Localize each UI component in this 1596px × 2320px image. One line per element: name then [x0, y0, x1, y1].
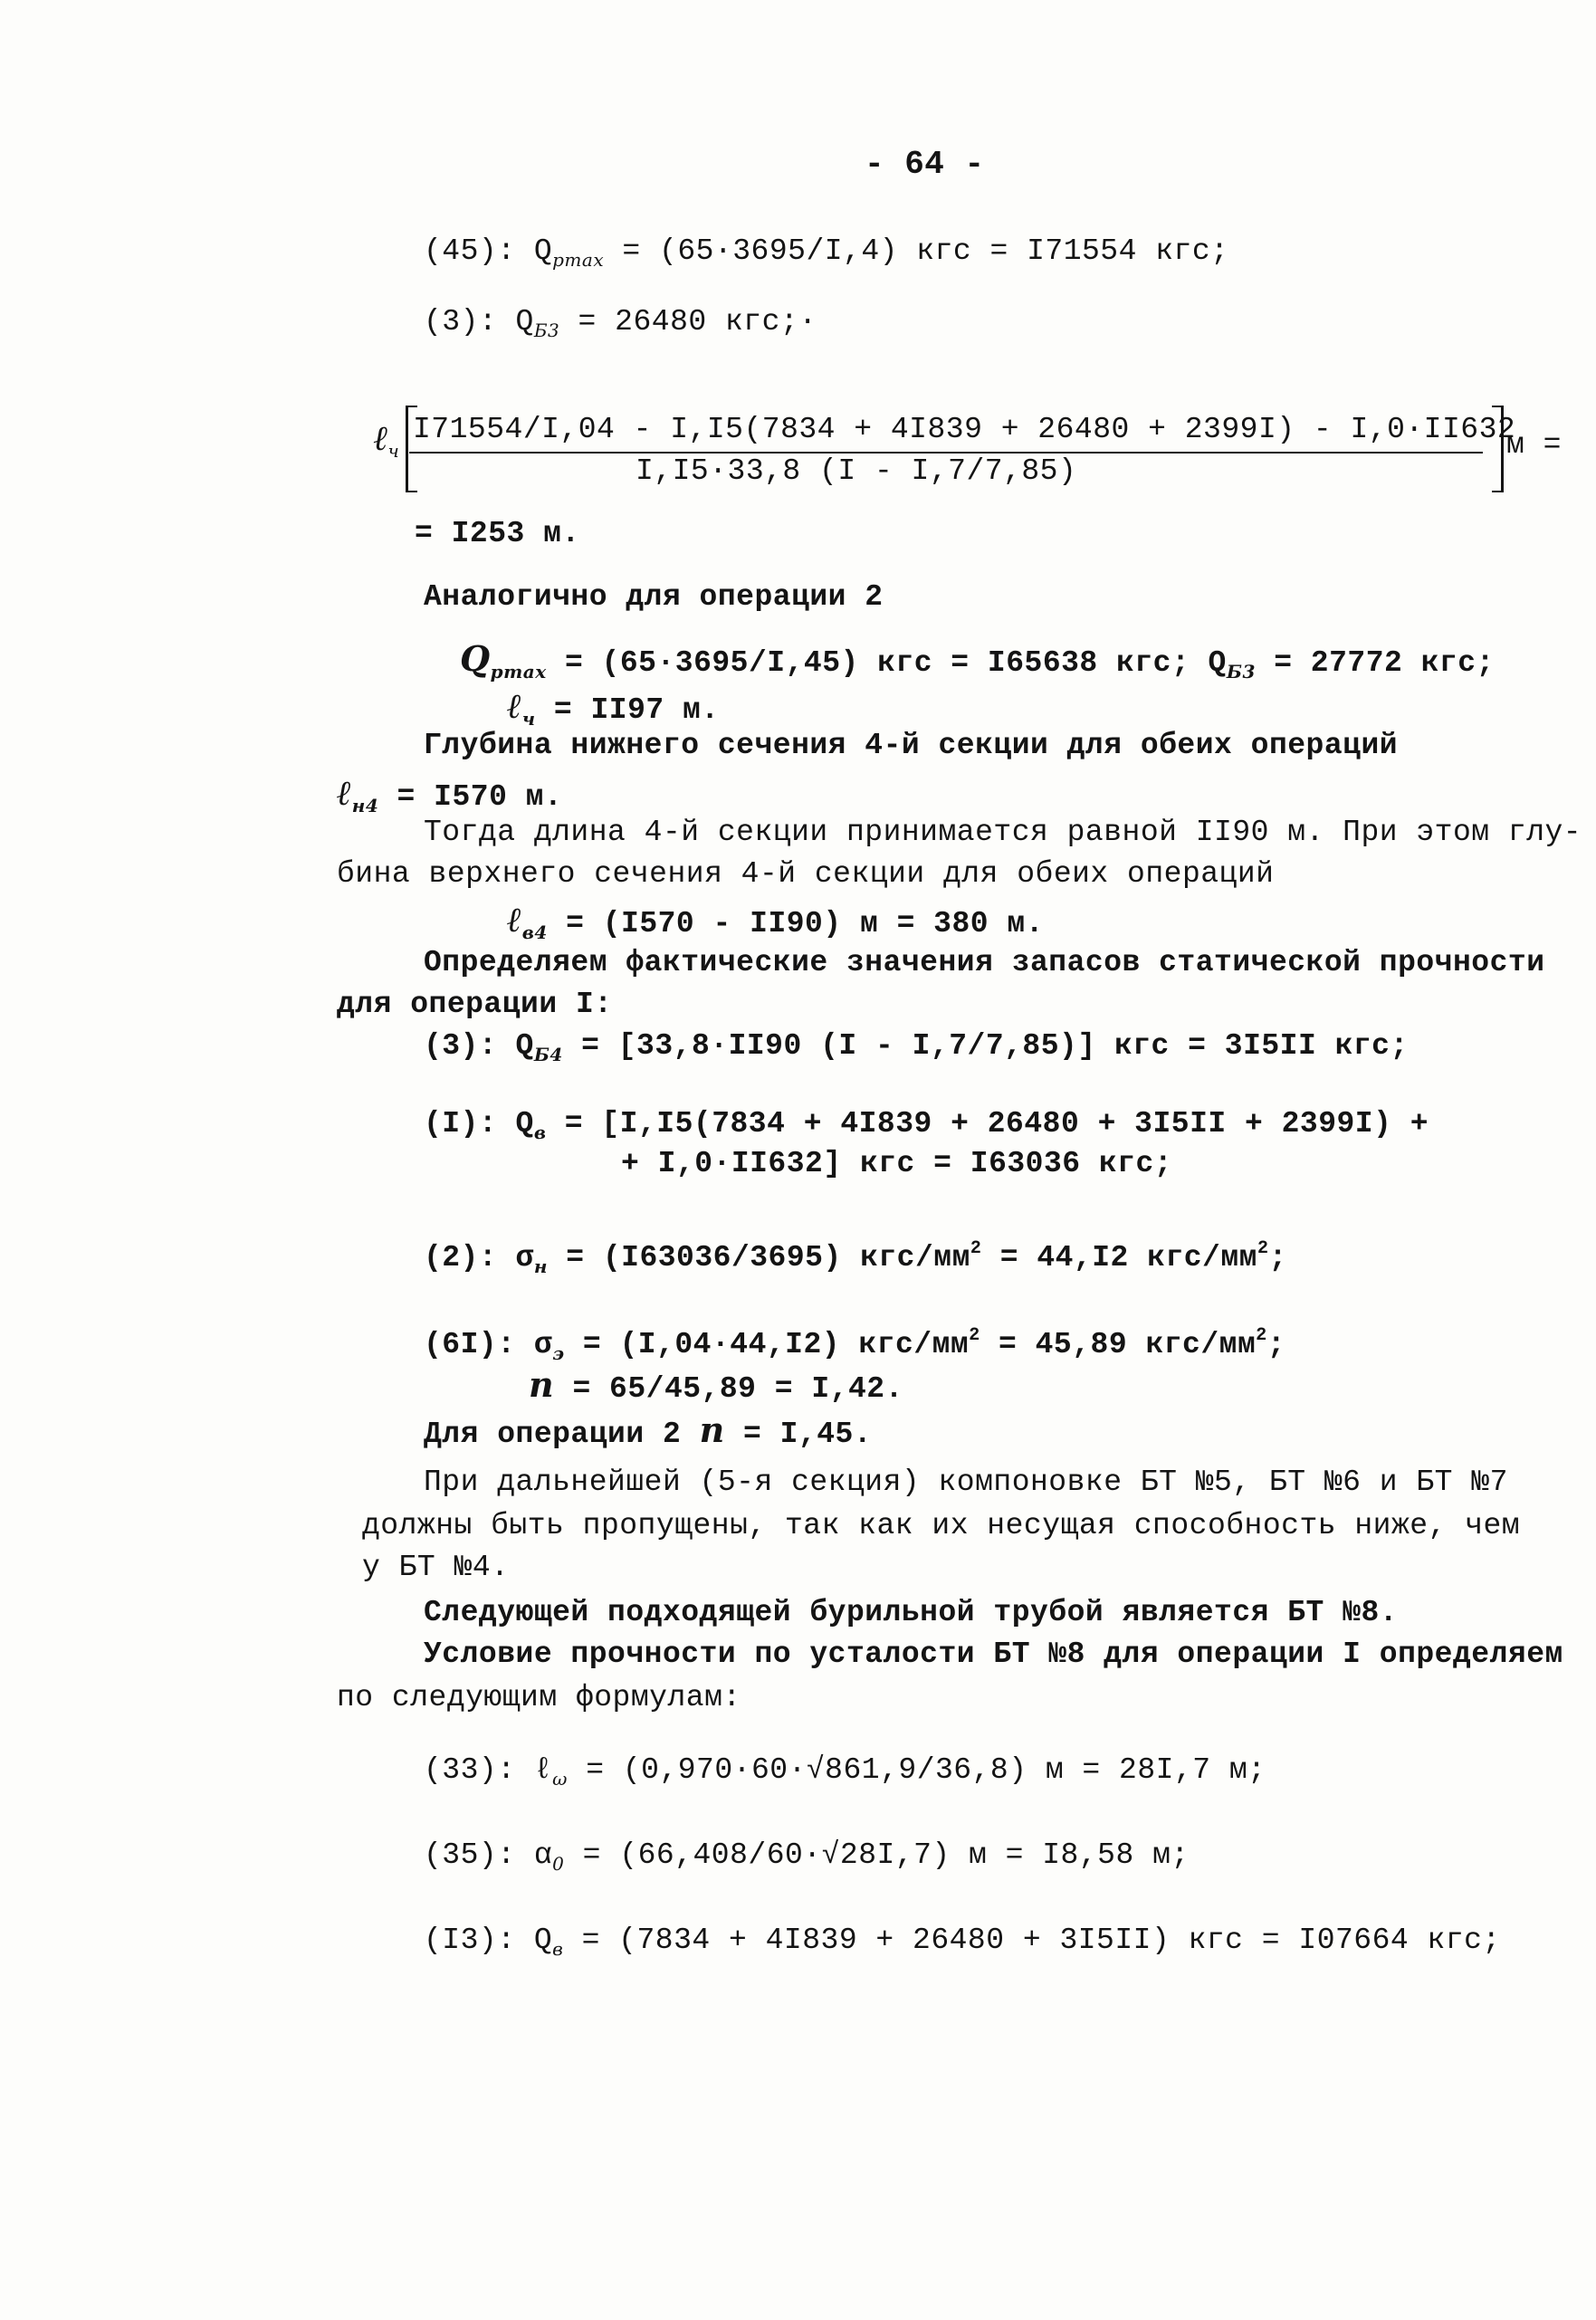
formula-2-sigma: (2): $\sigma_н = (I63036/3695) кгс/мм^2 = 44,I2$ кгс/$мм^2$;	[424, 1238, 1287, 1277]
fraction-unit: м =	[1506, 428, 1562, 462]
text-section-length: Тогда длина 4-й секции принимается равной II90 м. При этом глу-	[424, 816, 1582, 849]
formula-l4-fraction: ℓ$_ч$ I71554/I,04 - I,I5(7834 + 4I839 + 26480 + 2399I) - I,0·II632 I,I5·33,8 (I - I,7/7,85) м =	[373, 413, 1541, 503]
text-further-layout: При дальнейшей (5-я секция) компоновке БТ №5, БТ №6 и БТ №7	[424, 1466, 1508, 1499]
safety-factor-op2: Для операции 2 n = I,45.	[424, 1409, 873, 1451]
text-safety-factors: Определяем фактические значения запасов статической прочности	[424, 946, 1545, 979]
formula-35: (35): $\alpha_0 = (66,408/60\cdot√28I,7) м = I8,58$ м;	[424, 1838, 1190, 1875]
heading-operation-2: Аналогично для операции 2	[424, 580, 884, 614]
formula-3-qb4: (3): $Q_{Б4} = [33,8\cdot II90$ (I - I,7/7,85)] кгс = 3I5II кгс;	[424, 1029, 1409, 1065]
text-next-pipe: Следующей подходящей бурильной трубой является БТ №8.	[424, 1596, 1399, 1629]
text-depth-lower-section: Глубина нижнего сечения 4-й секции для обеих операций	[424, 729, 1399, 762]
formula-1-qv: (I): $Q_в = [I,I5(7834 + 4I839 + 26480 + 3I5II + 2399I)$ +	[424, 1107, 1429, 1143]
page-number: - 64 -	[865, 146, 985, 183]
depth-lower-section-value: ℓ$_{н4}$ = I570 м.	[337, 772, 563, 816]
fraction-line	[409, 452, 1483, 453]
safety-factor-op1: n = 65/45,89 = I,42.	[529, 1364, 903, 1406]
bracket-right	[1492, 406, 1504, 492]
depth-upper-section-value: ℓ$_{в4}$ = (I570 - II90) м = 380 м.	[507, 899, 1044, 943]
formula-1-qv-cont: + I,0·II632] кгс = I63036 кгс;	[621, 1147, 1173, 1180]
text-fatigue-condition: Условие прочности по усталости БТ №8 для операции I определяем	[424, 1637, 1563, 1671]
formula-61-sigma-e: (6I): $\sigma_э = (I,04\cdot 44,I2) кгс/мм^2 = 45,89$ кгс/$мм^2$;	[424, 1325, 1286, 1364]
operation-2-l4: ℓ$_ч$ = II97 м.	[507, 685, 720, 730]
text-section-length-cont: бина верхнего сечения 4-й секции для обеих операций	[337, 857, 1275, 891]
operation-2-q-values: $Q_{pmax} = (65\cdot 3695/I,45)$ кгс = I65638 кгс; $Q_{Б3} = 27772$ кгс;	[460, 638, 1495, 683]
formula-45: (45): $Q_{pmax} = (65\cdot 3695/I,4)$ кгс = I71554 кгс;	[424, 234, 1229, 271]
text-further-layout-cont: должны быть пропущены, так как их несущая способность ниже, чем	[362, 1509, 1521, 1542]
result-l4: = I253 м.	[415, 517, 580, 550]
text-operation-1: для операции I:	[337, 988, 613, 1021]
formula-3: (3): $Q_{Б3} = 26480$ кгс;·	[424, 305, 817, 341]
text-further-layout-end: у БТ №4.	[362, 1551, 510, 1584]
formula-13: (I3): $Q_в = (7834 + 4I839 + 26480 + 3I5II)$ кгс = I07664 кгс;	[424, 1924, 1501, 1960]
formula-33: (33): ℓ$_\omega$ = (0,970·60·√861,9/36,8) м = 28I,7 м;	[424, 1753, 1266, 1790]
fraction-numerator: I71554/I,04 - I,I5(7834 + 4I839 + 26480 + 2399I) - I,0·II632	[413, 413, 1516, 446]
text-formulas-follow: по следующим формулам:	[337, 1681, 741, 1714]
fraction-denominator: I,I5·33,8 (I - I,7/7,85)	[636, 454, 1077, 488]
